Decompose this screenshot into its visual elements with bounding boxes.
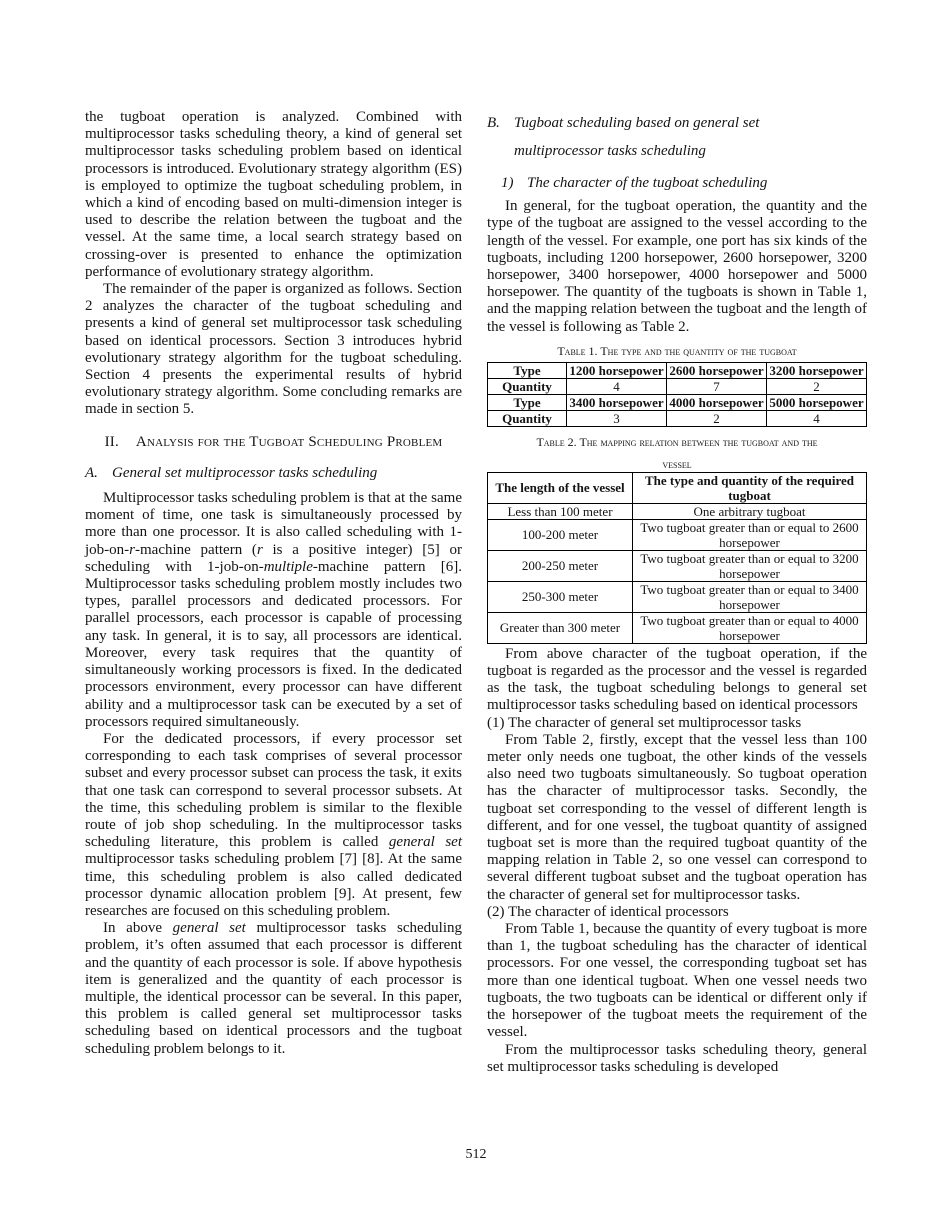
table-row: [488, 550, 867, 581]
table-cell: 2: [767, 378, 867, 394]
table-cell: Less than 100 meter: [488, 503, 633, 519]
subsection-title-line1: Tugboat scheduling based on general set: [514, 115, 760, 131]
table-row: [488, 394, 867, 410]
table-cell: Two tugboat greater than or equal to 3400 horsepower: [633, 581, 867, 612]
table-cell: 2600 horsepower: [667, 362, 767, 378]
subsection-title: General set multiprocessor tasks scheduling: [112, 464, 378, 481]
table-cell: 100-200 meter: [488, 519, 633, 550]
table-cell: Two tugboat greater than or equal to 2600 horsepower: [633, 519, 867, 550]
paragraph: For the dedicated processors, if every processor set corresponding to each task comprises of several processor subset and every processor subset can process the task, it exits that one task can correspond to several processor subsets. At the time, this scheduling problem is similar to the flexible route of job shop scheduling. In the multiprocessor tasks scheduling literature, this problem is called general set multiprocessor tasks scheduling problem [7] [8]. At the same time, this scheduling problem is also called dedicated processor dynamic allocation problem [9]. At present, few researches are focused on this scheduling problem.: [85, 730, 462, 919]
subsubsection-heading-1: [501, 175, 867, 192]
subsubsection-title: The character of the tugboat scheduling: [527, 175, 768, 191]
paragraph: The remainder of the paper is organized as follows. Section 2 analyzes the character of the tugboat scheduling and presents a kind of general set multiprocessor task scheduling based on identical processors. Section 3 introduces hybrid evolutionary strategy algorithm for the tugboat scheduling. Section 4 presents the experimental results of hybrid evolutionary strategy algorithm. Some concluding remarks are made in section 5.: [85, 281, 462, 418]
table-row: [488, 362, 867, 378]
table-row: [488, 581, 867, 612]
table-cell: 7: [667, 378, 767, 394]
paragraph: From Table 1, because the quantity of every tugboat is more than 1, the tugboat scheduling has the character of identical processors. For one vessel, the corresponding tugboat set has more than one identical tugboat. When one vessel needs two tugboats, the two tugboats can be identical or different only if the horsepower of the tugboat meets the requirement of the vessel.: [487, 921, 867, 1041]
table-cell: One arbitrary tugboat: [633, 503, 867, 519]
subsection-heading-a: [85, 465, 462, 482]
table-cell: 4: [567, 378, 667, 394]
table-row: [488, 410, 867, 426]
table-header-cell: The type and quantity of the required tugboat: [633, 472, 867, 503]
list-item: (2) The character of identical processors: [487, 903, 729, 920]
list-item: (1) The character of general set multiprocessor tasks: [487, 714, 802, 731]
paragraph: In general, for the tugboat operation, the quantity and the type of the tugboat are assigned to the vessel according to the length of the vessel. For example, one port has six kinds of the tugboats, including 1200 horsepower, 2600 horsepower, 3200 horsepower, 3400 horsepower, 4000 horsepower and 5000 horsepower. The quantity of the tugboats is shown in Table 1, and the mapping relation between the tugboat and the length of the vessel is following as Table 2.: [487, 198, 867, 335]
table-2-grid: [487, 472, 867, 644]
table-2: [487, 472, 867, 644]
table-1-grid: [487, 362, 867, 427]
page-number: 512: [465, 1147, 487, 1162]
table-header-row: [488, 472, 867, 503]
table-cell: Type: [488, 394, 567, 410]
table-cell: 2: [667, 410, 767, 426]
paragraph: the tugboat operation is analyzed. Combined with multiprocessor tasks scheduling theory, a kind of general set multiprocessor tasks scheduling problem based on identical processors is introduced. Evolutionary strategy algorithm (ES) is employed to optimize the tugboat scheduling problem, in which a kind of encoding based on multi-dimension integer is used to describe the relation between the tugboat and the vessel. At the same time, a local search strategy based on crossing-over is presented to enhance the optimization performance of evolutionary strategy algorithm.: [85, 109, 462, 280]
table-cell: 5000 horsepower: [767, 394, 867, 410]
subsection-label: A.: [85, 464, 98, 481]
paragraph: From above character of the tugboat operation, if the tugboat is regarded as the processor and the vessel is regarded as the task, the tugboat scheduling belongs to general set multiprocessor tasks scheduling based on identical processors: [487, 645, 867, 714]
table-cell: Two tugboat greater than or equal to 4000 horsepower: [633, 612, 867, 643]
table-2-caption-line2: vessel: [662, 456, 692, 471]
table-cell: 3: [567, 410, 667, 426]
paragraph: In above general set multiprocessor tasks scheduling problem, it’s often assumed that each processor is different and the quantity of each processor is sole. If above hypothesis item is generalized and the quantity of each processor is multiple, the identical processor can be several. In this paper, this problem is called general set multiprocessor tasks scheduling based on identical processors and the tugboat scheduling problem belongs to it.: [85, 920, 463, 1057]
table-row: [488, 503, 867, 519]
table-2-caption: [487, 434, 867, 472]
table-1-caption: Table 1. The type and the quantity of the tugboat: [557, 343, 797, 358]
paragraph: Multiprocessor tasks scheduling problem is that at the same moment of time, one task is simultaneously processed by more than one processor. It is also called scheduling with 1-job-on-r-machine pattern (r is a positive integer) [5] or scheduling with 1-job-on-multiple-machine pattern [6]. Multiprocessor tasks scheduling problem mostly includes two types, parallel processors and dedicated processors. For parallel processors, each processor is capable of processing any task. In general, it is to say, all processors are identical. Moreover, every task requires that the quantity of simultaneously working processors is fixed. In the dedicated processors environment, every processor can have different ability and a multiprocessor task can be executed by a set of processors required simultaneously.: [85, 490, 462, 730]
table-cell: 200-250 meter: [488, 550, 633, 581]
subsection-heading-b: [487, 109, 867, 165]
table-row: [488, 378, 867, 394]
section-heading-2: [85, 434, 462, 451]
section-number: II.: [104, 433, 119, 450]
table-cell: Quantity: [488, 410, 567, 426]
table-2-caption-line1: Table 2. The mapping relation between the tugboat and the: [536, 434, 818, 449]
table-cell: 4: [767, 410, 867, 426]
table-cell: Quantity: [488, 378, 567, 394]
paragraph: From Table 2, firstly, except that the vessel less than 100 meter only needs one tugboat, the other kinds of the vessels also need two tugboats simultaneously. So tugboat operation has the character of multiprocessor tasks. Secondly, the tugboat set corresponding to the vessel of different length is different, and for one vessel, the tugboat quantity of assigned tugboat set is more than the required tugboat quantity of the mapping relation in Table 2, so one vessel can correspond to several different tugboat subset and the tugboat operation has the character of general set for multiprocessor tasks.: [487, 731, 867, 903]
left-column: [85, 109, 462, 1058]
subsection-label: B.: [487, 115, 500, 131]
table-cell: 4000 horsepower: [667, 394, 767, 410]
table-cell: 3200 horsepower: [767, 362, 867, 378]
table-row: [488, 519, 867, 550]
subsection-title-line2: multiprocessor tasks scheduling: [514, 143, 706, 159]
subsubsection-label: 1): [501, 175, 514, 191]
table-cell: 250-300 meter: [488, 581, 633, 612]
right-column: [487, 109, 867, 1076]
table-cell: Greater than 300 meter: [488, 612, 633, 643]
table-cell: Two tugboat greater than or equal to 3200 horsepower: [633, 550, 867, 581]
paragraph: From the multiprocessor tasks scheduling theory, general set multiprocessor tasks scheduling is developed: [487, 1041, 867, 1075]
table-cell: 3400 horsepower: [567, 394, 667, 410]
table-row: [488, 612, 867, 643]
subsection-title: [514, 109, 759, 165]
table-cell: Type: [488, 362, 567, 378]
table-header-cell: The length of the vessel: [488, 472, 633, 503]
table-1: [487, 362, 867, 427]
section-title: Analysis for the Tugboat Scheduling Problem: [135, 433, 443, 450]
table-cell: 1200 horsepower: [567, 362, 667, 378]
